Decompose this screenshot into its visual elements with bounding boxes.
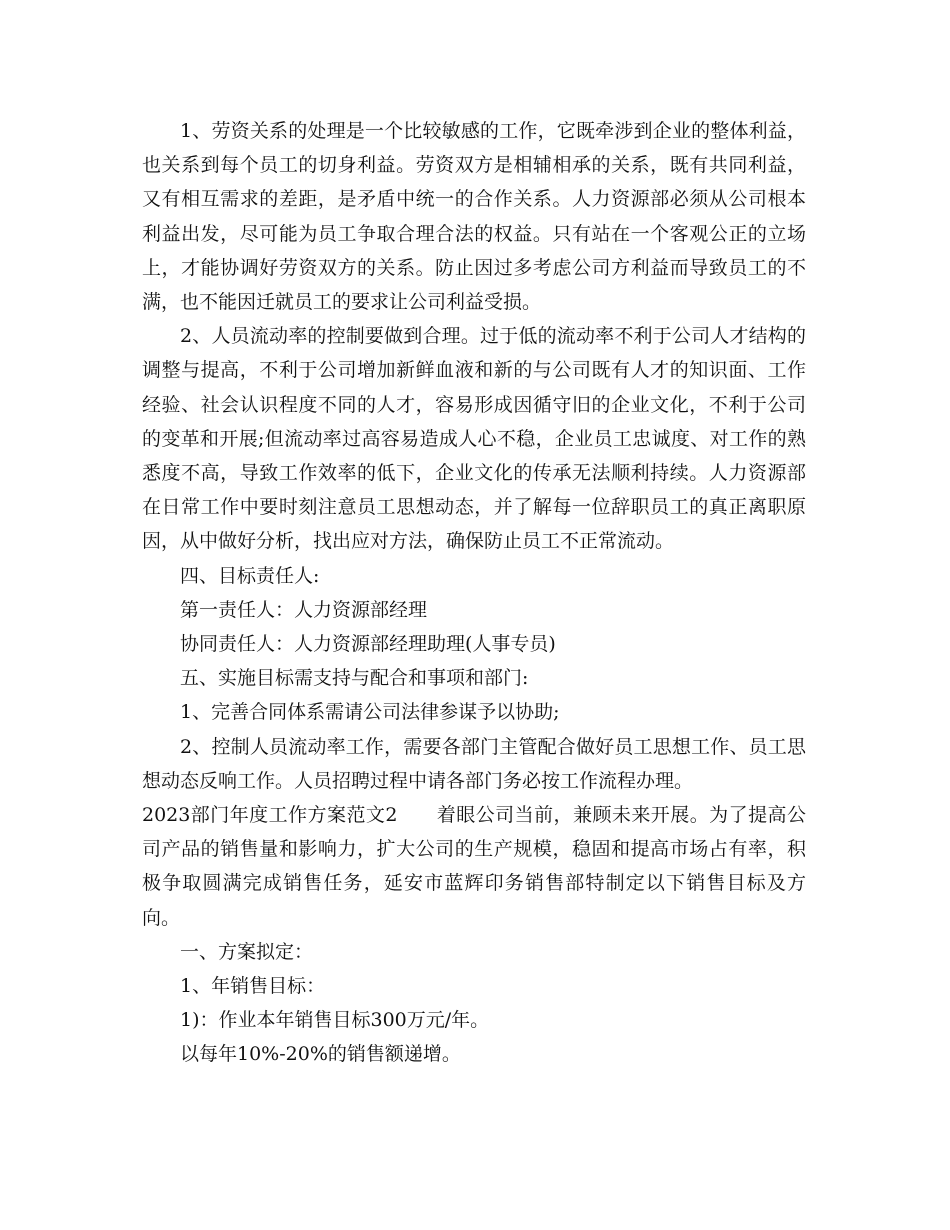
heading-support-departments: 五、实施目标需支持与配合和事项和部门: xyxy=(180,667,529,690)
sales-growth-note: 以每年10%-20%的销售额递增。 xyxy=(180,1043,461,1066)
sales-target-item: 1)：作业本年销售目标300万元/年。 xyxy=(180,1009,490,1032)
first-responsible-person: 第一责任人：人力资源部经理 xyxy=(180,598,428,621)
paragraph-turnover-control: 2、人员流动率的控制要做到合理。过于低的流动率不利于公司人才结构的调整与提高，不利于公司增加新鲜血液和新的与公司既有人才的知识面、工作经验、社会认识程度不同的人才，容易形成因循守旧的企业文化，不利于公司的变革和开展;但流动率过高容易造成人心不稳，企业员工忠诚度、对工作的熟悉度不高，导致工作效率的低下，企业文化的传承无法顺利持续。人力资源部在日常工作中要时刻注意员工思想动态，并了解每一位辞职员工的真正离职原因，从中做好分析，找出应对方法，确保防止员工不正常流动。 xyxy=(142,325,806,553)
co-responsible-person: 协同责任人：人力资源部经理助理(人事专员) xyxy=(180,633,556,656)
document-body xyxy=(142,114,806,1072)
heading-annual-sales-target: 1、年销售目标： xyxy=(180,975,326,998)
support-item-contract-system: 1、完善合同体系需请公司法律参谋予以协助; xyxy=(180,701,560,724)
heading-responsible-persons: 四、目标责任人: xyxy=(180,564,320,587)
heading-plan-drafting: 一、方案拟定： xyxy=(180,940,314,963)
paragraph-labor-relations: 1、劳资关系的处理是一个比较敏感的工作，它既牵涉到企业的整体利益，也关系到每个员工的切身利益。劳资双方是相辅相承的关系，既有共同利益，又有相互需求的差距，是矛盾中统一的合作关系。人力资源部必须从公司根本利益出发，尽可能为员工争取合理合法的权益。只有站在一个客观公正的立场上，才能协调好劳资双方的关系。防止因过多考虑公司方利益而导致员工的不满，也不能因迁就员工的要求让公司利益受损。 xyxy=(142,120,806,314)
paragraph-sales-plan-intro: 2023部门年度工作方案范文2 着眼公司当前，兼顾未来开展。为了提高公司产品的销售量和影响力，扩大公司的生产规模，稳固和提高市场占有率，积极争取圆满完成销售任务，延安市蓝辉印务销售部特制定以下销售目标及方向。 xyxy=(142,804,806,929)
support-item-turnover-work: 2、控制人员流动率工作，需要各部门主管配合做好员工思想工作、员工思想动态反响工作。人员招聘过程中请各部门务必按工作流程办理。 xyxy=(142,735,806,792)
